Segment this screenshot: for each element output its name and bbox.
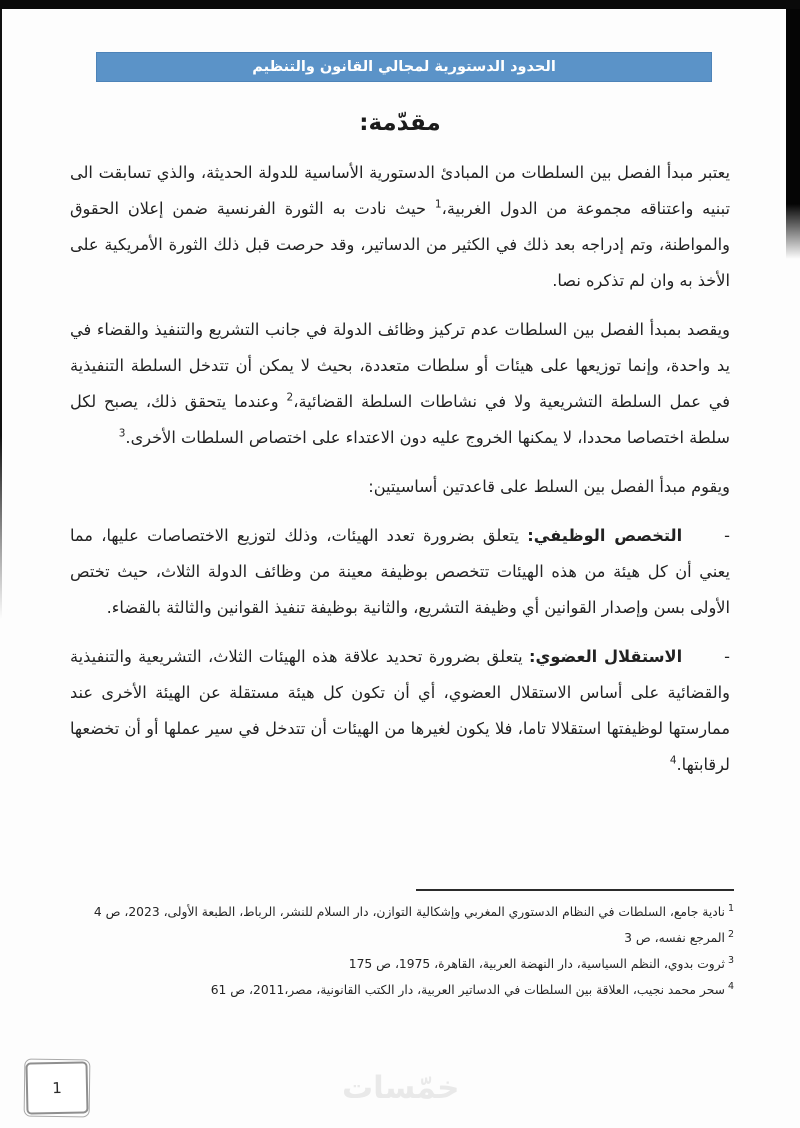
text-segment: ويقصد بمبدأ الفصل بين السلطات عدم تركيز وظائف الدولة في جانب التشريع والتنفيذ والقضاء في يد واحدة، وإنما توزيعها على هيئات أو سلطات متعددة، بحيث لا يمكن أن تتدخل السلطة التنفيذية في عمل السلطة التشريعية ولا في نشاطات السلطة القضائية، <box>70 320 730 411</box>
footnotes-section <box>64 889 734 1003</box>
text-segment: ويقوم مبدأ الفصل بين السلط على قاعدتين أساسيتين: <box>368 477 730 496</box>
paragraph <box>70 155 730 299</box>
footnote-ref: 3 <box>118 427 126 440</box>
footnote-ref: 2 <box>286 391 294 404</box>
footnote-number: 4 <box>727 980 734 992</box>
scan-edge-top <box>0 0 800 9</box>
text-segment: - <box>724 647 730 666</box>
text-segment: يعتبر مبدأ الفصل بين السلطات من المبادئ الدستورية الأساسية للدولة الحديثة، والذي تسابقت الى تبنيه واعتناقه مجموعة من الدول الغربية، <box>70 163 730 218</box>
text-segment: يتعلق بضرورة تعدد الهيئات، وذلك لتوزيع الاختصاصات عليها، مما يعني أن كل هيئة من هذه الهيئات تتخصص بوظيفة معينة من وظائف الدولة الثلاث، حيث تختص الأولى بسن وإصدار القوانين أي وظيفة التشريع، والثانية بوظيفة تنفيذ القوانين والثالثة بالقضاء. <box>70 526 730 617</box>
footnote-text: نادية جامع، السلطات في النظام الدستوري المغربي وإشكالية التوازن، دار السلام للنشر، الرباط، الطبعة الأولى، 2023، ص 4 <box>93 905 725 919</box>
footnote-separator <box>416 889 734 891</box>
watermark: خمّسات <box>342 1070 460 1106</box>
text-segment: حيث نادت به الثورة الفرنسية ضمن إعلان الحقوق والمواطنة، وتم إدراجه بعد ذلك في الكثير من الدساتير، وقد حرصت قبل ذلك الثورة الأمريكية على الأخذ به وان لم تذكره نصا. <box>70 199 730 290</box>
footnote <box>64 951 734 977</box>
chapter-banner-title: الحدود الدستورية لمجالي القانون والتنظيم <box>252 59 556 75</box>
page-number-box <box>25 1061 88 1114</box>
footnote <box>64 899 734 925</box>
text-segment: - <box>724 526 730 545</box>
footnote-ref: 1 <box>434 198 442 211</box>
footnote-text: سحر محمد نجيب، العلاقة بين السلطات في الدساتير العربية، دار الكتب القانونية، مصر،2011، ص 61 <box>210 983 725 997</box>
chapter-banner <box>96 52 712 82</box>
page-number: 1 <box>52 1078 62 1098</box>
page-title: مقدّمة: <box>359 110 441 136</box>
footnote-text: المرجع نفسه، ص 3 <box>624 931 725 945</box>
footnote-text: ثروت بدوي، النظم السياسية، دار النهضة العربية، القاهرة، 1975، ص 175 <box>348 957 725 971</box>
paragraph <box>70 469 730 505</box>
body-blocks <box>70 155 730 796</box>
footnote-ref: 4 <box>669 754 677 767</box>
text-segment: يتعلق بضرورة تحديد علاقة هذه الهيئات الثلاث، التشريعية والتنفيذية والقضائية على أساس الاستقلال العضوي، أي أن تكون كل هيئة مستقلة عن الهيئة الأخرى عند ممارستها لوظيفتها استقلالا تاما، فلا يكون لغيرها من الهيئات أن تتدخل في سير عملها أو أن تخضعها لرقابتها. <box>70 647 730 774</box>
footnote-number: 1 <box>727 902 734 914</box>
scan-edge-left <box>0 9 2 619</box>
list-item <box>70 518 730 626</box>
paragraph <box>70 312 730 456</box>
text-segment: وعندما يتحقق ذلك، يصبح لكل سلطة اختصاصا محددا، لا يمكنها الخروج عليه دون الاعتداء على اختصاص السلطات الأخرى. <box>70 392 730 447</box>
text-segment: الاستقلال العضوي: <box>529 647 683 666</box>
footnote <box>64 925 734 951</box>
footnotes-list <box>64 899 734 1003</box>
list-item <box>70 639 730 783</box>
footnote-number: 3 <box>727 954 734 966</box>
footnote-number: 2 <box>727 928 734 940</box>
footnote <box>64 977 734 1003</box>
text-segment: التخصص الوظيفي: <box>527 526 683 545</box>
